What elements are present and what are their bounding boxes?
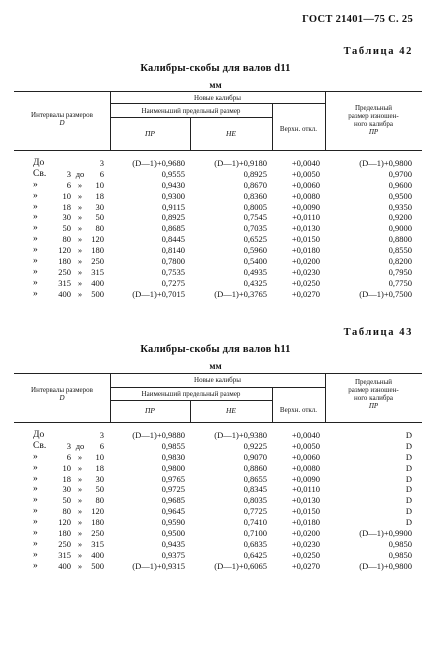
row-pr-value: 0,9725 (161, 484, 185, 495)
row-ne-value: 0,7545 (243, 212, 267, 223)
row-separator: » (77, 245, 83, 256)
row-ne-value: 0,4935 (243, 266, 267, 277)
row-from: 6 (66, 451, 71, 462)
row-ne-value: 0,4325 (243, 277, 267, 288)
row-pr-value: 0,8140 (161, 245, 185, 256)
row-upper-deviation: +0,0060 (291, 451, 320, 462)
row-ne-value: 0,9070 (243, 451, 267, 462)
row-to: 180 (91, 517, 104, 528)
row-pr-value: 0,9430 (161, 179, 185, 190)
row-from: 10 (62, 190, 71, 201)
table-row (0, 561, 431, 572)
row-upper-deviation: +0,0150 (291, 234, 320, 245)
row-from: 3 (66, 168, 71, 179)
row-pr-value: 0,9855 (161, 440, 185, 451)
row-prefix: » (33, 190, 38, 201)
row-ne-value: 0,7100 (243, 528, 267, 539)
limit-header-1: Предельный (354, 104, 393, 112)
table-row (0, 495, 431, 506)
row-from: 50 (62, 495, 71, 506)
row-to: 500 (91, 560, 104, 571)
row-to: 3 (99, 158, 104, 168)
row-upper-deviation: +0,0080 (291, 462, 320, 473)
row-from: 180 (58, 528, 71, 539)
upper-dev-header: Верхн. откл. (279, 406, 318, 414)
row-upper-deviation: +0,0180 (291, 517, 320, 528)
table-row (0, 463, 431, 474)
row-ne-value: 0,5960 (243, 245, 267, 256)
row-ne-value: 0,9225 (243, 440, 267, 451)
row-pr-value: (D—1)+0,7015 (132, 288, 185, 299)
ne-header: НЕ (226, 406, 236, 415)
row-upper-deviation: +0,0110 (292, 212, 320, 223)
row-upper-deviation: +0,0150 (291, 506, 320, 517)
limit-pr-header: ПР (368, 128, 379, 136)
row-limit-value: 0,8550 (388, 245, 412, 256)
row-limit-value: (D—1)+0,9800 (359, 158, 412, 168)
row-ne-value: 0,8035 (243, 495, 267, 506)
row-prefix: » (33, 266, 38, 277)
row-limit-value: 0,9600 (388, 179, 412, 190)
row-from: 18 (62, 473, 71, 484)
row-from: 400 (58, 560, 71, 571)
table-43-title: Калибры-скобы для валов h11 (140, 344, 291, 355)
row-limit-value: (D—1)+0,9800 (359, 560, 412, 571)
row-prefix: » (33, 495, 38, 506)
ne-header: НЕ (226, 129, 236, 138)
row-separator: » (77, 462, 83, 473)
row-to: 10 (95, 451, 104, 462)
table-row (0, 441, 431, 452)
row-pr-value: 0,9685 (161, 495, 185, 506)
row-separator: » (77, 560, 83, 571)
row-to: 30 (95, 201, 104, 212)
row-to: 315 (91, 266, 104, 277)
limit-header-2: размер изношен- (348, 112, 399, 120)
row-limit-value: 0,9700 (388, 168, 412, 179)
table-42-label: Таблица 42 (343, 46, 413, 57)
row-from: 30 (62, 484, 71, 495)
row-pr-value: (D—1)+0,9880 (132, 430, 185, 440)
row-to: 120 (91, 506, 104, 517)
row-ne-value: (D—1)+0,3765 (214, 288, 267, 299)
row-from: 315 (58, 277, 71, 288)
pr-header: ПР (145, 406, 155, 415)
row-prefix: » (33, 462, 38, 473)
row-separator: » (77, 288, 83, 299)
limit-header-2: размер изношен- (348, 386, 399, 394)
row-pr-value: 0,7275 (161, 277, 185, 288)
table-42-body (0, 158, 431, 300)
row-to: 80 (95, 223, 104, 234)
row-ne-value: 0,8655 (243, 473, 267, 484)
row-to: 3 (99, 430, 104, 440)
table-row (0, 223, 431, 234)
table-42-units: мм (209, 80, 222, 90)
interval-header: Интервалы размеров (31, 386, 93, 394)
row-prefix: » (33, 245, 38, 256)
table-42-title: Калибры-скобы для валов d11 (140, 63, 291, 74)
new-calibers-header: Новые калибры (194, 94, 241, 102)
row-prefix: » (33, 484, 38, 495)
row-limit-value: D (405, 495, 412, 506)
row-to: 18 (95, 190, 104, 201)
row-pr-value: 0,8685 (161, 223, 185, 234)
row-from: 315 (58, 549, 71, 560)
row-from: 250 (58, 266, 71, 277)
table-row (0, 452, 431, 463)
row-upper-deviation: +0,0270 (291, 288, 320, 299)
table-row (0, 234, 431, 245)
row-from: 6 (66, 179, 71, 190)
row-pr-value: 0,9590 (161, 517, 185, 528)
table-row (0, 484, 431, 495)
row-ne-value: 0,8925 (243, 168, 267, 179)
table-row (0, 430, 431, 441)
row-to: 6 (99, 440, 104, 451)
row-separator: » (77, 538, 83, 549)
row-to: 30 (95, 473, 104, 484)
row-upper-deviation: +0,0250 (291, 277, 320, 288)
table-row (0, 550, 431, 561)
row-to: 18 (95, 462, 104, 473)
row-prefix: Св. (33, 168, 47, 179)
interval-d-header: D (59, 394, 65, 402)
row-ne-value: 0,8005 (243, 201, 267, 212)
table-row (0, 278, 431, 289)
row-prefix: До (33, 158, 45, 168)
row-pr-value: 0,9555 (161, 168, 185, 179)
table-row (0, 517, 431, 528)
row-limit-value: (D—1)+0,7500 (359, 288, 412, 299)
row-to: 500 (91, 288, 104, 299)
table-row (0, 212, 431, 223)
row-limit-value: D (405, 462, 412, 473)
row-limit-value: (D—1)+0,9900 (359, 528, 412, 539)
row-upper-deviation: +0,0200 (291, 528, 320, 539)
row-to: 400 (91, 549, 104, 560)
row-separator: » (77, 277, 83, 288)
row-separator: » (77, 179, 83, 190)
row-limit-value: 0,9000 (388, 223, 412, 234)
row-from: 250 (58, 538, 71, 549)
row-pr-value: (D—1)+0,9315 (132, 560, 185, 571)
table-row (0, 191, 431, 202)
table-row (0, 169, 431, 180)
row-limit-value: 0,7950 (388, 266, 412, 277)
row-from: 80 (62, 234, 71, 245)
row-pr-value: 0,9830 (161, 451, 185, 462)
min-size-header: Наименьший предельный размер (141, 107, 241, 115)
row-to: 50 (95, 484, 104, 495)
row-to: 6 (99, 168, 104, 179)
row-ne-value: 0,8360 (243, 190, 267, 201)
row-prefix: » (33, 538, 38, 549)
row-limit-value: D (405, 517, 412, 528)
row-ne-value: 0,8860 (243, 462, 267, 473)
row-upper-deviation: +0,0040 (291, 430, 320, 440)
row-pr-value: 0,9765 (161, 473, 185, 484)
row-prefix: » (33, 549, 38, 560)
row-prefix: » (33, 234, 38, 245)
row-prefix: » (33, 201, 38, 212)
row-separator: » (77, 451, 83, 462)
row-prefix: » (33, 451, 38, 462)
row-separator: » (77, 549, 83, 560)
new-calibers-header: Новые калибры (194, 376, 241, 384)
row-separator: » (77, 528, 83, 539)
row-from: 3 (66, 440, 71, 451)
row-ne-value: (D—1)+0,9380 (214, 430, 267, 440)
row-ne-value: 0,7035 (243, 223, 267, 234)
row-separator: до (75, 168, 85, 179)
row-upper-deviation: +0,0050 (291, 440, 320, 451)
row-upper-deviation: +0,0230 (291, 538, 320, 549)
row-from: 80 (62, 506, 71, 517)
row-limit-value: 0,9200 (388, 212, 412, 223)
row-prefix: » (33, 179, 38, 190)
row-upper-deviation: +0,0090 (291, 201, 320, 212)
row-upper-deviation: +0,0060 (291, 179, 320, 190)
table-43-label: Таблица 43 (343, 327, 413, 338)
row-separator: » (77, 256, 83, 267)
row-upper-deviation: +0,0130 (291, 495, 320, 506)
limit-pr-header: ПР (368, 402, 379, 410)
row-ne-value: 0,7410 (243, 517, 267, 528)
row-upper-deviation: +0,0130 (291, 223, 320, 234)
row-ne-value: (D—1)+0,6065 (214, 560, 267, 571)
table-row (0, 158, 431, 169)
limit-header-1: Предельный (354, 378, 393, 386)
row-to: 50 (95, 212, 104, 223)
row-prefix: » (33, 212, 38, 223)
row-limit-value: 0,9850 (388, 538, 412, 549)
row-from: 400 (58, 288, 71, 299)
row-pr-value: 0,9435 (161, 538, 185, 549)
table-row (0, 202, 431, 213)
row-pr-value: 0,9800 (161, 462, 185, 473)
limit-header-3: ного калибра (353, 120, 394, 128)
row-from: 18 (62, 201, 71, 212)
row-upper-deviation: +0,0050 (291, 168, 320, 179)
row-prefix: » (33, 560, 38, 571)
row-prefix: До (33, 430, 45, 440)
row-limit-value: D (405, 484, 412, 495)
limit-header-3: ного калибра (353, 394, 394, 402)
row-pr-value: 0,8925 (161, 212, 185, 223)
upper-dev-header: Верхн. откл. (279, 125, 318, 133)
row-ne-value: (D—1)+0,9180 (214, 158, 267, 168)
row-pr-value: 0,9375 (161, 549, 185, 560)
row-prefix: » (33, 506, 38, 517)
pr-header: ПР (145, 129, 155, 138)
row-ne-value: 0,6425 (243, 549, 267, 560)
row-to: 250 (91, 528, 104, 539)
row-pr-value: 0,8445 (161, 234, 185, 245)
table-row (0, 245, 431, 256)
table-row (0, 506, 431, 517)
row-from: 120 (58, 245, 71, 256)
row-from: 120 (58, 517, 71, 528)
row-prefix: » (33, 528, 38, 539)
row-upper-deviation: +0,0080 (291, 190, 320, 201)
row-from: 180 (58, 256, 71, 267)
row-to: 120 (91, 234, 104, 245)
row-limit-value: 0,8800 (388, 234, 412, 245)
row-separator: » (77, 266, 83, 277)
row-upper-deviation: +0,0180 (291, 245, 320, 256)
row-pr-value: 0,9645 (161, 506, 185, 517)
row-upper-deviation: +0,0110 (292, 484, 320, 495)
row-ne-value: 0,6835 (243, 538, 267, 549)
row-limit-value: 0,9350 (388, 201, 412, 212)
row-separator: » (77, 201, 83, 212)
row-upper-deviation: +0,0230 (291, 266, 320, 277)
row-upper-deviation: +0,0090 (291, 473, 320, 484)
row-separator: » (77, 484, 83, 495)
row-upper-deviation: +0,0200 (291, 256, 320, 267)
row-limit-value: 0,9850 (388, 549, 412, 560)
page-header: ГОСТ 21401—75 С. 25 (302, 14, 413, 25)
table-row (0, 539, 431, 550)
row-limit-value: D (405, 473, 412, 484)
row-separator: » (77, 473, 83, 484)
row-upper-deviation: +0,0040 (291, 158, 320, 168)
interval-d-header: D (59, 119, 65, 127)
table-row (0, 180, 431, 191)
row-ne-value: 0,7725 (243, 506, 267, 517)
row-limit-value: D (405, 506, 412, 517)
row-to: 315 (91, 538, 104, 549)
row-pr-value: 0,9500 (161, 528, 185, 539)
table-row (0, 528, 431, 539)
row-prefix: » (33, 517, 38, 528)
row-prefix: » (33, 277, 38, 288)
row-to: 250 (91, 256, 104, 267)
table-row (0, 256, 431, 267)
row-to: 180 (91, 245, 104, 256)
row-ne-value: 0,8345 (243, 484, 267, 495)
row-upper-deviation: +0,0250 (291, 549, 320, 560)
row-to: 80 (95, 495, 104, 506)
row-prefix: » (33, 256, 38, 267)
row-limit-value: 0,7750 (388, 277, 412, 288)
row-separator: до (75, 440, 85, 451)
row-limit-value: 0,8200 (388, 256, 412, 267)
row-separator: » (77, 190, 83, 201)
table-43-units: мм (209, 361, 222, 371)
row-prefix: » (33, 288, 38, 299)
row-pr-value: 0,7535 (161, 266, 185, 277)
row-upper-deviation: +0,0270 (291, 560, 320, 571)
row-separator: » (77, 212, 83, 223)
interval-header: Интервалы размеров (31, 111, 93, 119)
table-row (0, 474, 431, 485)
row-limit-value: 0,9500 (388, 190, 412, 201)
row-pr-value: 0,9115 (161, 201, 185, 212)
row-limit-value: D (405, 440, 412, 451)
row-from: 30 (62, 212, 71, 223)
min-size-header: Наименьший предельный размер (141, 390, 241, 398)
row-ne-value: 0,5400 (243, 256, 267, 267)
table-row (0, 289, 431, 300)
row-from: 50 (62, 223, 71, 234)
table-row (0, 267, 431, 278)
table-43-body (0, 430, 431, 572)
row-separator: » (77, 517, 83, 528)
row-limit-value: D (405, 430, 412, 440)
row-ne-value: 0,6525 (243, 234, 267, 245)
row-prefix: » (33, 223, 38, 234)
row-separator: » (77, 223, 83, 234)
row-separator: » (77, 495, 83, 506)
row-pr-value: 0,7800 (161, 256, 185, 267)
row-ne-value: 0,8670 (243, 179, 267, 190)
row-to: 400 (91, 277, 104, 288)
row-separator: » (77, 506, 83, 517)
row-separator: » (77, 234, 83, 245)
row-limit-value: D (405, 451, 412, 462)
row-pr-value: 0,9300 (161, 190, 185, 201)
row-prefix: » (33, 473, 38, 484)
row-to: 10 (95, 179, 104, 190)
row-from: 10 (62, 462, 71, 473)
row-pr-value: (D—1)+0,9680 (132, 158, 185, 168)
row-prefix: Св. (33, 440, 47, 451)
